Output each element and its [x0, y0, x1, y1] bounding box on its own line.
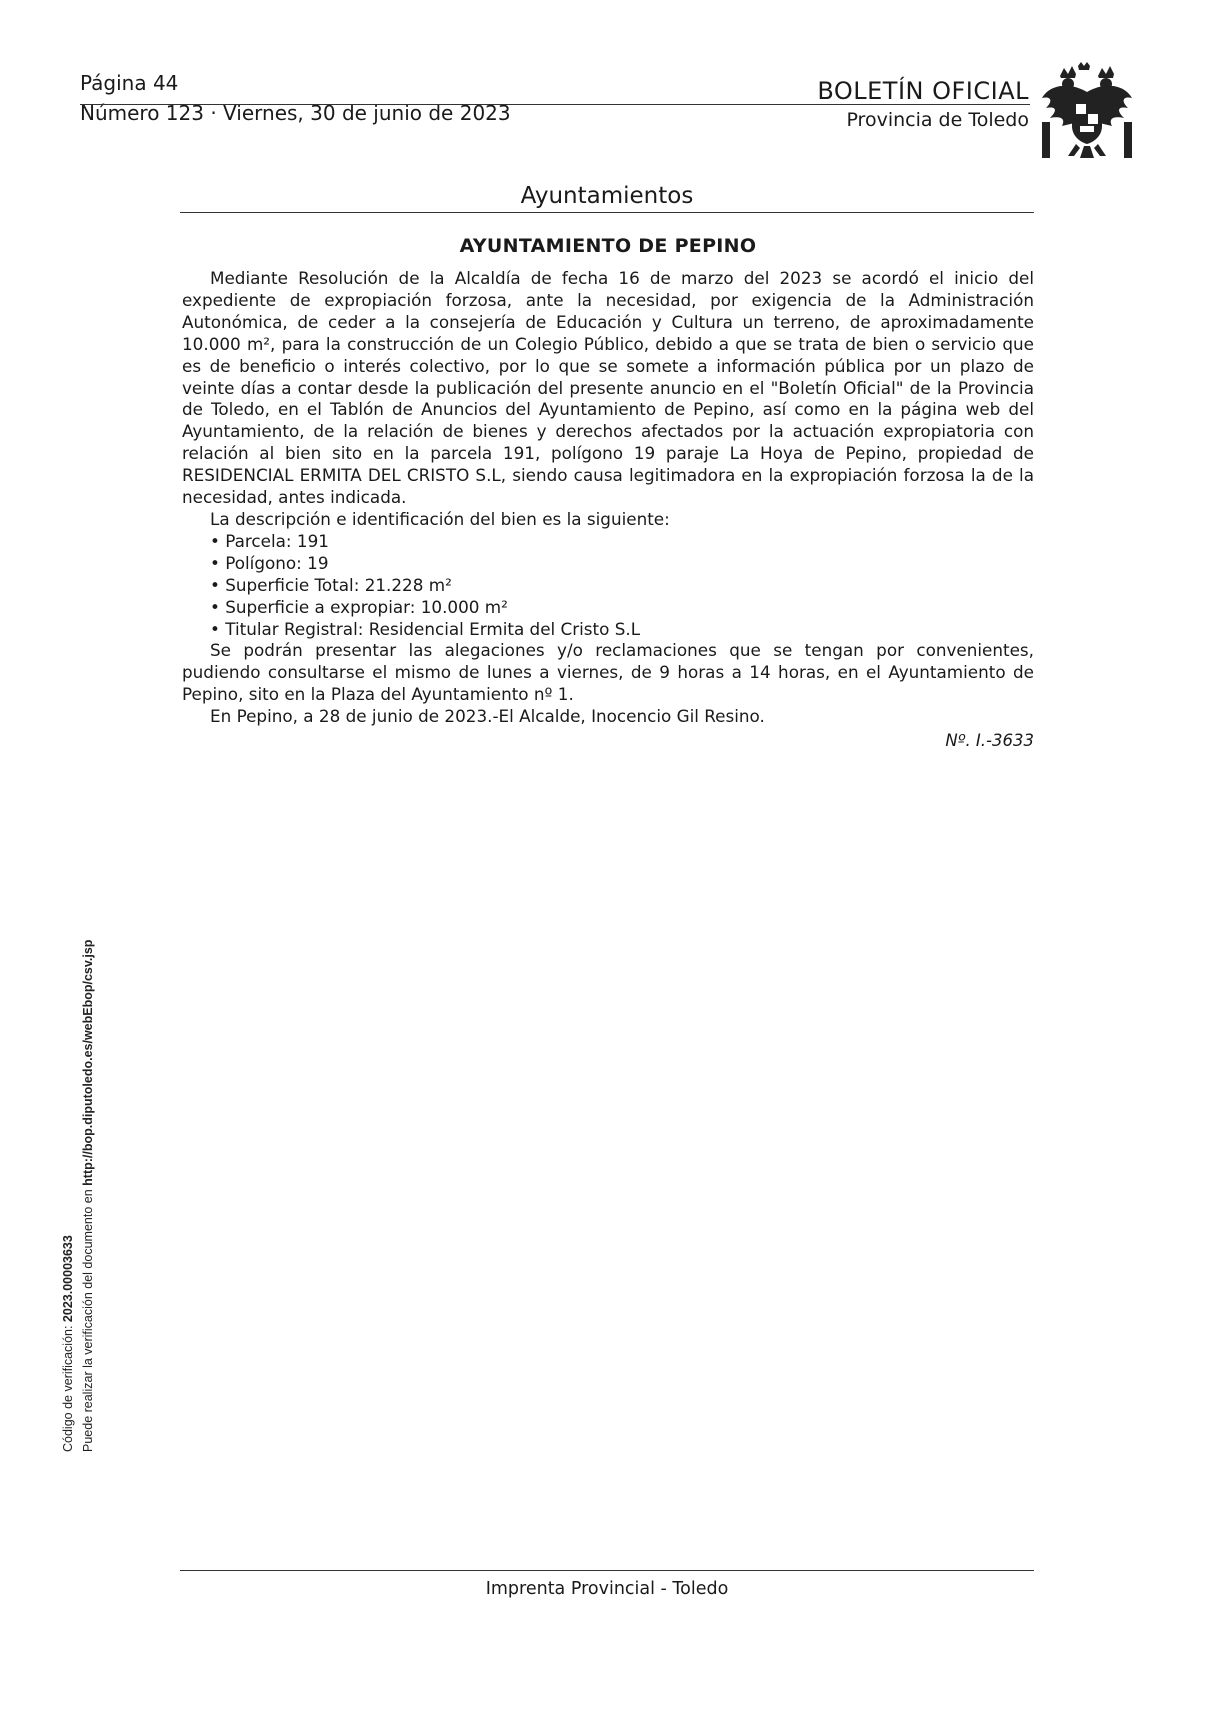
list-item: • Superficie Total: 21.228 m²: [210, 574, 452, 595]
page-number: Página 44: [80, 71, 179, 95]
section-heading: [180, 180, 1034, 213]
verification-code: 2023.00003633: [61, 1235, 75, 1323]
page-header-left: [80, 68, 511, 128]
notice-paragraph: Se podrán presentar las alegaciones y/o reclamaciones que se tengan por convenientes, pudiendo consultarse el mismo de lunes a viernes, de 9 horas a 14 horas, en el Ayuntamiento de Pepino, sito en la Plaza del Ayuntamiento nº 1.: [182, 640, 1034, 705]
issue-date: Número 123 · Viernes, 30 de junio de 2023: [80, 101, 511, 125]
verification-url-prefix: Puede realizar la verificación del documento en: [81, 1185, 95, 1452]
publication-masthead: [817, 76, 1029, 134]
reference-number: Nº. I.-3633: [945, 731, 1034, 751]
publication-subtitle: Provincia de Toledo: [846, 109, 1029, 131]
notice-body: [182, 232, 1034, 752]
signature-line: En Pepino, a 28 de junio de 2023.-El Alcalde, Inocencio Gil Resino.: [210, 706, 765, 727]
list-item: • Parcela: 191: [210, 530, 329, 551]
footer-rule: [180, 1570, 1034, 1571]
section-title: Ayuntamientos: [520, 183, 694, 209]
list-item: • Superficie a expropiar: 10.000 m²: [210, 596, 508, 617]
footer-text: Imprenta Provincial - Toledo: [485, 1579, 729, 1599]
verification-code-label: Código de verificación:: [61, 1322, 75, 1452]
section-rule: [180, 212, 1034, 213]
list-item: • Titular Registral: Residencial Ermita del Cristo S.L: [210, 618, 641, 639]
verification-sidebar: [58, 852, 98, 1452]
notice-title: AYUNTAMIENTO DE PEPINO: [459, 235, 757, 257]
verification-code-line: [58, 852, 78, 1452]
list-item: • Polígono: 19: [210, 552, 329, 573]
verification-url-link[interactable]: http://bop.diputoledo.es/webEbop/csv.jsp: [81, 939, 95, 1186]
coat-of-arms-icon: [1040, 62, 1134, 162]
verification-url-line: [78, 852, 98, 1452]
list-intro: La descripción e identificación del bien es la siguiente:: [210, 508, 670, 529]
notice-paragraph: Mediante Resolución de la Alcaldía de fecha 16 de marzo del 2023 se acordó el inicio del expediente de expropiación forzosa, ante la necesidad, por exigencia de la Administración Autonómica, de ceder a la consejería de Educación y Cultura un terreno, de aproximadamente 10.000 m², para la construcción de un Colegio Público, debido a que se trata de bien o servicio que es de beneficio o interés colectivo, por lo que se somete a información pública por un plazo de veinte días a contar desde la publicación del presente anuncio en el "Boletín Oficial" de la Provincia de Toledo, en el Tablón de Anuncios del Ayuntamiento de Pepino, así como en la página web del Ayuntamiento, de la relación de bienes y derechos afectados por la actuación expropiatoria con relación al bien sito en la parcela 191, polígono 19 paraje La Hoya de Pepino, propiedad de RESIDENCIAL ERMITA DEL CRISTO S.L, siendo causa legitimadora en la expropiación forzosa la de la necesidad, antes indicada.: [182, 268, 1034, 508]
publication-title: BOLETÍN OFICIAL: [817, 77, 1029, 105]
